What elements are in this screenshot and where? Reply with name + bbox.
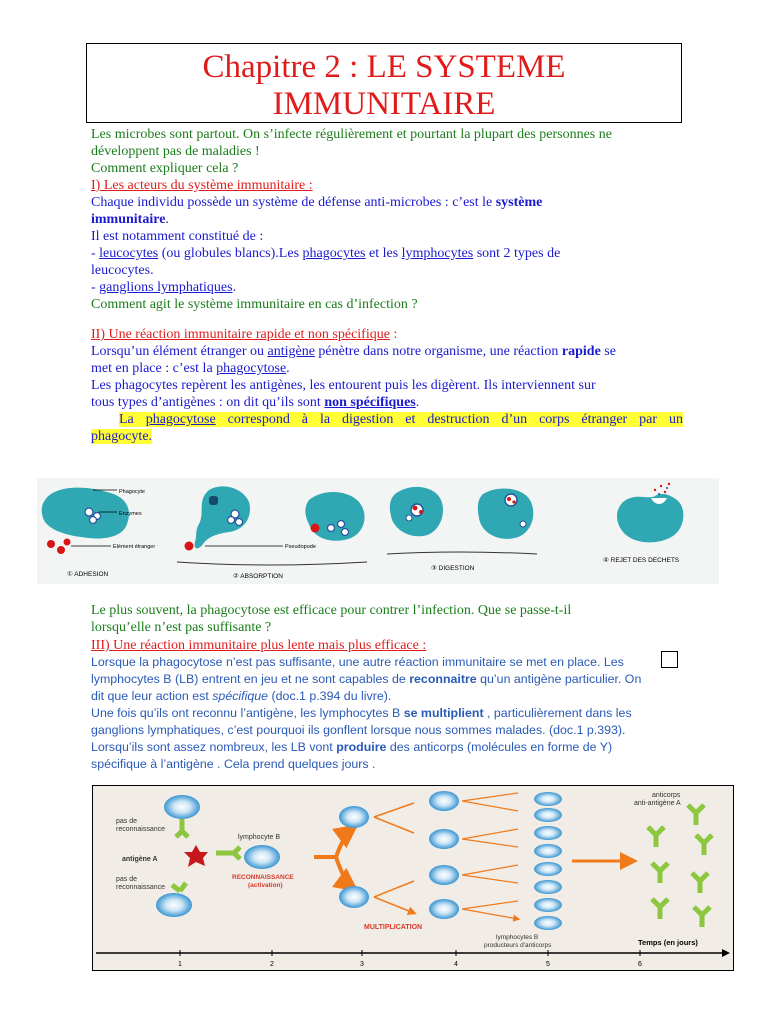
foreign-element-icon [57, 546, 65, 554]
day-label: 6 [638, 961, 642, 968]
vesicle-icon [85, 508, 93, 516]
label-lb-producteurs-a: lymphocytes B [496, 934, 539, 941]
label-activation: (activation) [248, 882, 283, 889]
phagocyte-cell-4 [617, 494, 683, 542]
label-lymphocyte-b: lymphocyte B [238, 834, 281, 841]
day-label: 5 [546, 961, 550, 968]
section3-l3 [91, 688, 671, 705]
lymphocyte-cell [164, 795, 200, 819]
transition-paragraph [91, 602, 683, 636]
term-phagocytose-def: phagocytose [145, 412, 216, 427]
label-multiplication: MULTIPLICATION [364, 924, 423, 931]
section3-l5: ganglions lymphatiques, c’est pourquoi ils gonflent lorsque nous sommes malades. (doc.1 p.393). [91, 723, 626, 737]
step-adhesion: ① ADHESION [67, 571, 109, 578]
lymphocyte-cell [429, 791, 459, 811]
term-immunitaire: immunitaire [91, 212, 166, 227]
text: des anticorps (molécules en forme de Y) [386, 740, 613, 754]
definition-highlight [119, 412, 683, 427]
day-label: 2 [270, 961, 274, 968]
step-absorption: ② ABSORPTION [233, 573, 283, 580]
transition-line1: Le plus souvent, la phagocytose est efficace pour contrer l’infection. Que se passe-t-il [91, 603, 572, 618]
text: . [165, 212, 169, 227]
text: (doc.1 p.394 du livre). [268, 689, 392, 703]
text: qu’un antigène particulier. On [476, 672, 642, 686]
text: pénètre dans notre organisme, une réaction [314, 344, 562, 359]
label-enzymes: Enzymes [119, 511, 142, 517]
section2-p2: Les phagocytes repèrent les antigènes, les entourent puis les digèrent. Ils interviennent sur [91, 378, 596, 393]
term-produire: produire [336, 740, 387, 754]
section3-l2 [91, 671, 671, 688]
label-pseudopode: Pseudopode [285, 544, 316, 550]
term-leucocytes: leucocytes [99, 246, 159, 261]
section1-p3 [91, 245, 683, 262]
intro-line2: développent pas de maladies ! [91, 144, 260, 159]
section1-p1-cont [91, 211, 683, 228]
label-lb-producteurs-b: producteurs d'anticorps [484, 942, 552, 949]
intro-line1: Les microbes sont partout. On s’infecte régulièrement et pourtant la plupart des personnes ne [91, 127, 612, 142]
text: lymphocytes B (LB) entrent en jeu et ne sont capables de [91, 672, 410, 686]
label-element-etranger: Elément étranger [113, 544, 156, 550]
section3-l1: Lorsque la phagocytose n’est pas suffisante, une autre réaction immunitaire se met en place. Les [91, 655, 624, 669]
section2-p1 [91, 343, 683, 360]
day-label: 3 [360, 961, 364, 968]
definition-line1 [91, 411, 683, 428]
text: Une fois qu’ils ont reconnu l’antigène, les lymphocytes B [91, 706, 404, 720]
foreign-element-icon [185, 542, 194, 551]
label-pas-reco-1b: reconnaissance [116, 826, 166, 833]
heading-text: II) Une réaction immunitaire rapide et non spécifique [91, 327, 390, 342]
label-temps: Temps (en jours) [638, 938, 698, 947]
text: - [91, 246, 100, 261]
lymphocyte-cell [244, 845, 280, 869]
label-pas-reco-2b: reconnaissance [116, 884, 166, 891]
intro-paragraph [91, 126, 683, 177]
text: tous types d’antigènes : on dit qu’ils sont [91, 395, 325, 410]
foreign-element-icon [311, 524, 320, 533]
section3-l7: spécifique à l’antigène . Cela prend quelques jours . [91, 757, 376, 771]
lymphocyte-cell [429, 829, 459, 849]
text: . [286, 361, 290, 376]
label-phagocyte: Phagocyte [119, 489, 145, 495]
text: se [600, 344, 616, 359]
text: Chaque individu possède un système de défense anti-microbes : c’est le [91, 195, 496, 210]
section1-p1 [91, 194, 683, 211]
text: correspond à la digestion et destruction d’un corps étranger par un [215, 412, 683, 427]
section2-heading [91, 326, 683, 343]
label-anticorps: anticorps [652, 792, 681, 799]
text: (ou globules blancs).Les [158, 246, 303, 261]
text: sont 2 types de [473, 246, 561, 261]
label-pas-reco-1a: pas de [116, 818, 138, 825]
text: La [119, 412, 146, 427]
definition-line2 [91, 428, 683, 445]
day-label: 4 [454, 961, 458, 968]
lymphocyte-cell [156, 893, 192, 917]
definition-highlight-end: phagocyte. [91, 429, 153, 444]
label-reconnaissance: RECONNAISSANCE [232, 874, 294, 881]
lymphocyte-cell [429, 865, 459, 885]
text: met en place : c’est la [91, 361, 217, 376]
chapter-title-box [86, 43, 682, 123]
term-reconnaitre: reconnaitre [409, 672, 477, 686]
lymphocyte-cell [339, 886, 369, 908]
label-anti-antigene: anti-antigène A [634, 800, 681, 807]
section1-p2: Il est notamment constitué de : [91, 229, 264, 244]
lymphocyte-b-figure [92, 785, 734, 971]
section1-question: Comment agit le système immunitaire en cas d’infection ? [91, 297, 418, 312]
section1 [91, 177, 683, 313]
text: et les [365, 246, 402, 261]
day-label: 1 [178, 961, 182, 968]
section2 [91, 326, 683, 445]
foreign-element-icon [47, 540, 55, 548]
term-systeme: système [495, 195, 543, 210]
term-se-multiplient: se multiplient [403, 706, 484, 720]
label-pas-reco-2a: pas de [116, 876, 138, 883]
heading-colon: : [389, 327, 398, 342]
text: Lorsqu’un élément étranger ou [91, 344, 268, 359]
phagocytosis-figure [37, 478, 719, 584]
section3-heading-wrap [91, 637, 683, 654]
step-digestion: ③ DIGESTION [431, 565, 475, 572]
term-ganglions: ganglions lymphatiques [99, 280, 233, 295]
section2-p2-cont [91, 394, 683, 411]
foreign-element-icon [64, 539, 71, 546]
term-lymphocytes: lymphocytes [401, 246, 474, 261]
intro-question: Comment expliquer cela ? [91, 161, 239, 176]
term-rapide: rapide [561, 344, 601, 359]
section1-p4 [91, 279, 683, 296]
text: dit que leur action est [91, 689, 213, 703]
label-antigene-a: antigène A [122, 856, 158, 863]
chapter-title-line1: Chapitre 2 : LE SYSTEME [202, 49, 566, 85]
section3-body [91, 654, 671, 773]
chapter-title-line2: IMMUNITAIRE [272, 86, 496, 122]
text: , particulièrement dans les [483, 706, 632, 720]
text: . [415, 395, 420, 410]
section1-heading: I) Les acteurs du système immunitaire : [91, 178, 313, 193]
term-phagocytose: phagocytose [216, 361, 287, 376]
lymphocyte-cell [339, 806, 369, 828]
lymphocyte-cell [429, 899, 459, 919]
section2-p1-cont [91, 360, 683, 377]
term-phagocytes: phagocytes [302, 246, 366, 261]
section3-l4 [91, 705, 671, 722]
term-non-specifiques: non spécifiques [324, 395, 416, 410]
section3-l6 [91, 739, 671, 756]
vesicle-icon [90, 517, 97, 524]
text: Lorsqu’ils sont assez nombreux, les LB vont [91, 740, 337, 754]
section3-heading: III) Une réaction immunitaire plus lente mais plus efficace : [91, 638, 427, 653]
step-rejet: ④ REJET DES DECHETS [603, 557, 680, 564]
term-antigene: antigène [267, 344, 315, 359]
text: . [232, 280, 237, 295]
text: - [91, 280, 100, 295]
term-specifique: spécifique [212, 689, 269, 703]
section1-p3-cont: leucocytes. [91, 263, 154, 278]
transition-line2: lorsqu’elle n’est pas suffisante ? [91, 620, 272, 635]
